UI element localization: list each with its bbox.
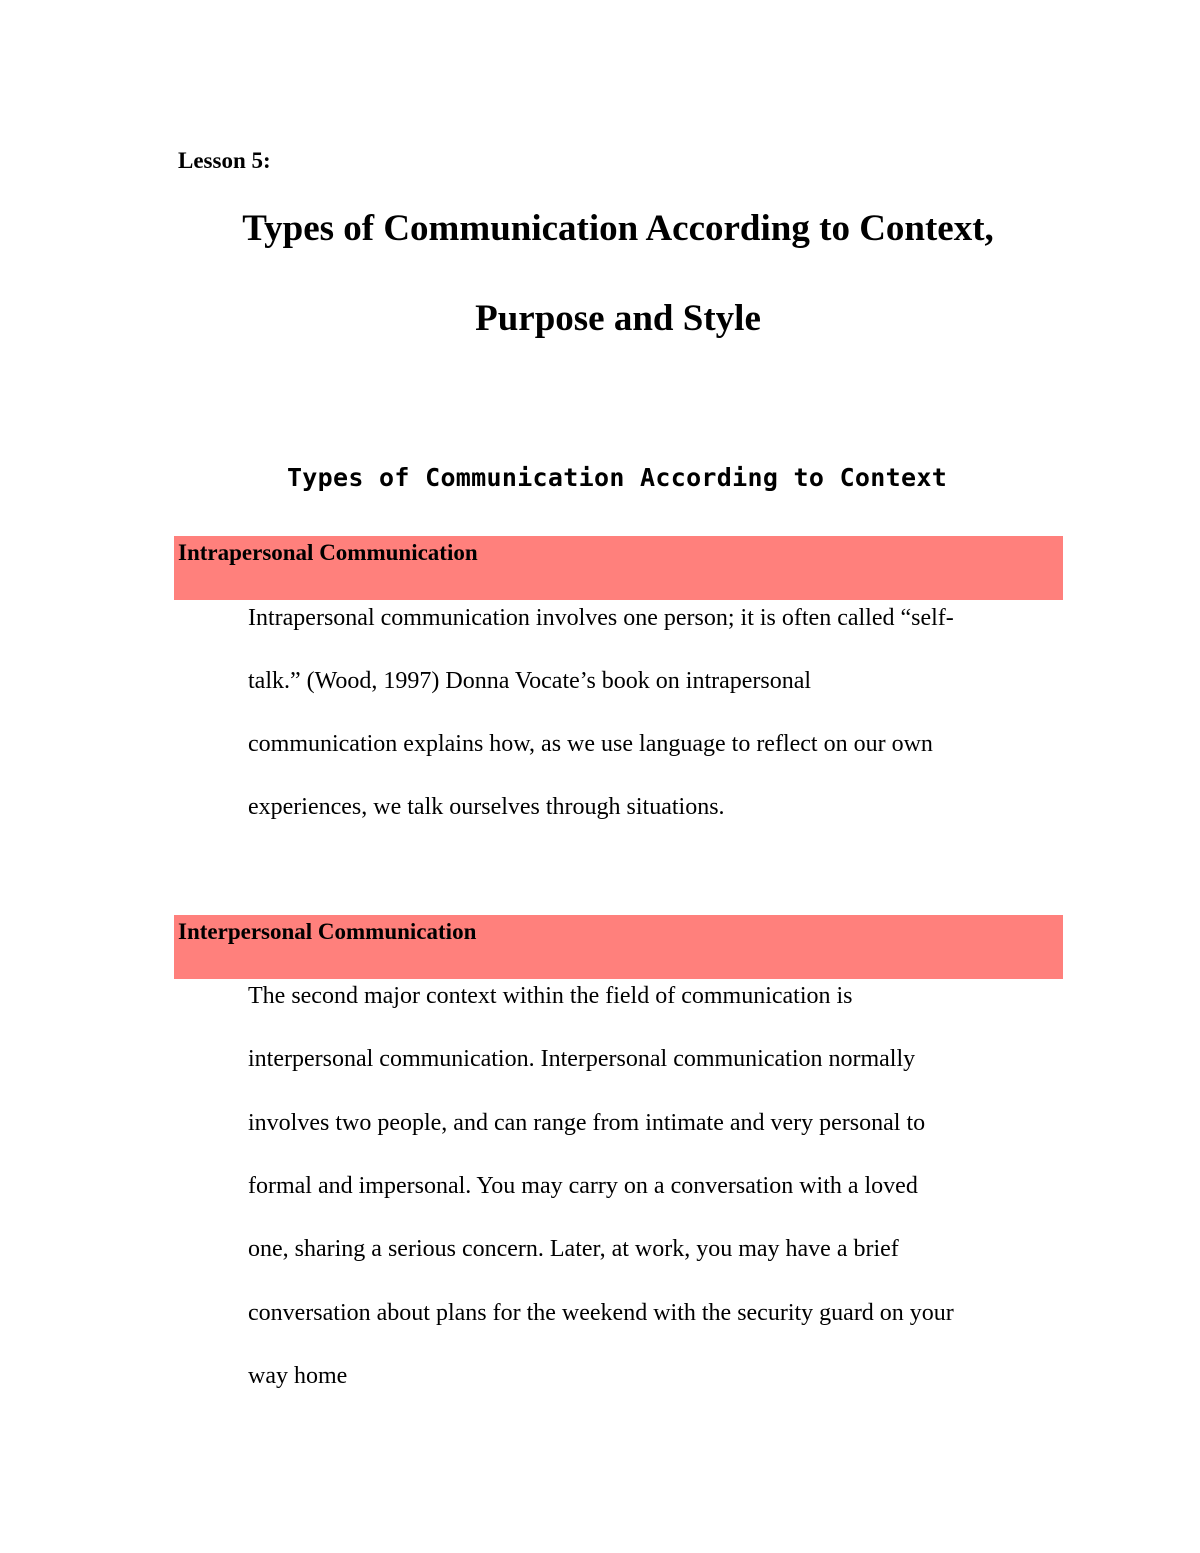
intrapersonal-heading: Intrapersonal Communication xyxy=(178,540,478,565)
section-heading: Types of Communication According to Context xyxy=(286,463,948,492)
intrapersonal-text-line: experiences, we talk ourselves through situations. xyxy=(248,794,725,820)
interpersonal-heading-band xyxy=(174,915,1063,979)
interpersonal-heading: Interpersonal Communication xyxy=(178,919,477,944)
interpersonal-text-line: interpersonal communication. Interpersonal communication normally xyxy=(248,1046,916,1072)
page-title-line-1: Types of Communication According to Context, xyxy=(242,208,994,249)
interpersonal-text-line: formal and impersonal. You may carry on a conversation with a loved xyxy=(248,1173,918,1199)
interpersonal-text-line: conversation about plans for the weekend with the security guard on your xyxy=(248,1300,954,1326)
intrapersonal-text-line: talk.” (Wood, 1997) Donna Vocate’s book on intrapersonal xyxy=(248,668,812,694)
intrapersonal-text-line: Intrapersonal communication involves one person; it is often called “self- xyxy=(248,605,954,631)
intrapersonal-heading-band xyxy=(174,536,1063,600)
interpersonal-text-line: one, sharing a serious concern. Later, at work, you may have a brief xyxy=(248,1236,899,1262)
page-title-line-2: Purpose and Style xyxy=(475,298,761,339)
lesson-label: Lesson 5: xyxy=(178,148,271,173)
interpersonal-text-line: The second major context within the field of communication is xyxy=(248,983,853,1009)
interpersonal-text-line: involves two people, and can range from intimate and very personal to xyxy=(248,1110,926,1136)
intrapersonal-text-line: communication explains how, as we use language to reflect on our own xyxy=(248,731,933,757)
interpersonal-text-line: way home xyxy=(248,1363,348,1389)
